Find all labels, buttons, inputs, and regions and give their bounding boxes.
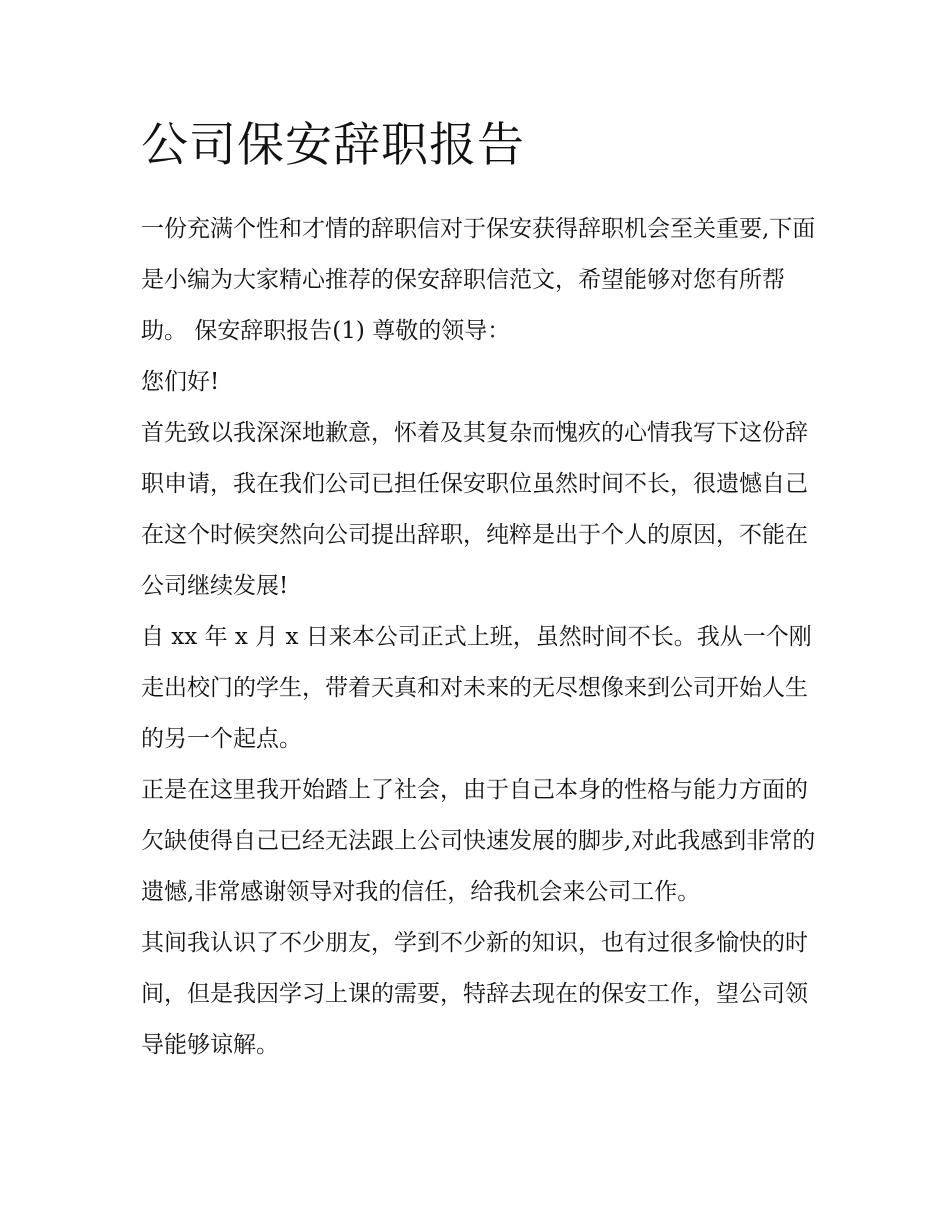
paragraph-closing: 其间我认识了不少朋友，学到不少新的知识，也有过很多愉快的时间，但是我因学习上课的需要，特辞去现在的保安工作，望公司领导能够谅解。 <box>141 930 808 1058</box>
document-title: 公司保安辞职报告 <box>141 118 525 173</box>
paragraph-reason: 正是在这里我开始踏上了社会，由于自己本身的性格与能力方面的欠缺使得自己已经无法跟上公司快速发展的脚步,对此我感到非常的遗憾,非常感谢领导对我的信任，给我机会来公司工作。 <box>141 777 816 905</box>
paragraph-apology: 首先致以我深深地歉意，怀着及其复杂而愧疚的心情我写下这份辞职申请，我在我们公司已担任保安职位虽然时间不长，很遗憾自己在这个时候突然向公司提出辞职，纯粹是出于个人的原因，不能在公司继续发展! <box>141 420 808 599</box>
paragraph-start-date: 自 xx 年 x 月 x 日来本公司正式上班，虽然时间不长。我从一个刚走出校门的学生，带着天真和对未来的无尽想像来到公司开始人生的另一个起点。 <box>141 624 812 752</box>
document-page <box>141 112 821 1071</box>
paragraph-intro: 一份充满个性和才情的辞职信对于保安获得辞职机会至关重要,下面是小编为大家精心推荐的保安辞职信范文，希望能够对您有所帮助。 保安辞职报告(1) 尊敬的领导： <box>141 216 816 344</box>
paragraph-greeting: 您们好! <box>141 369 220 395</box>
